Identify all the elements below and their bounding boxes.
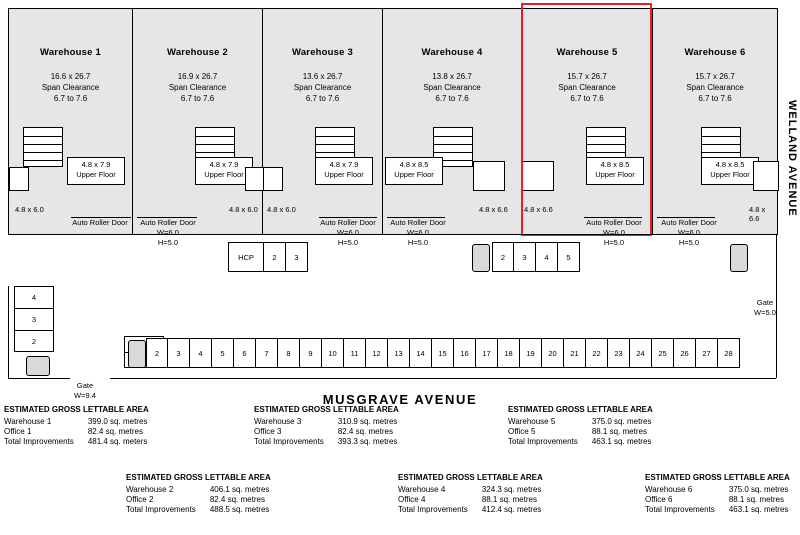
warehouse-bay-4[interactable]: [383, 9, 522, 247]
warehouse-2-span: 16.9 x 26.7: [177, 72, 218, 81]
legend-3-total-label: Total Improvements: [254, 437, 324, 446]
legend-1-row-value: 82.4 sq. metres: [87, 427, 143, 436]
parked-car-icon: [472, 244, 490, 272]
warehouse-6-upper-label: Upper Floor: [710, 170, 750, 179]
legend-1-row-label: Office 1: [4, 427, 32, 436]
warehouse-4-door-h: H=5.0: [407, 237, 429, 247]
legend-4-row-value: 88.1 sq. metres: [481, 495, 537, 504]
legend-6-row-value: 88.1 sq. metres: [728, 495, 784, 504]
parking-bay[interactable]: 3: [514, 242, 536, 272]
left-bay-stack: [14, 286, 54, 352]
warehouse-1-span-label: Span Clearance: [41, 83, 100, 92]
parking-bay[interactable]: 27: [696, 338, 718, 368]
legend-3-row-label: Office 3: [254, 427, 282, 436]
warehouse-4-upper-label: Upper Floor: [394, 170, 434, 179]
parking-bay[interactable]: 23: [608, 338, 630, 368]
legend-4-row-label: Office 4: [398, 495, 426, 504]
legend-5-row-value: 375.0 sq. metres: [591, 417, 652, 426]
warehouse-2-door-h: H=5.0: [157, 237, 179, 247]
warehouse-2-upper-label: Upper Floor: [204, 170, 244, 179]
site-front-boundary: [110, 378, 776, 379]
legend-6-row-label: Office 6: [645, 495, 673, 504]
warehouse-2-entry-hatch: [245, 167, 265, 191]
warehouse-1-clearance: 6.7 to 7.6: [53, 94, 88, 103]
legend-4-total-value: 412.4 sq. metres: [481, 505, 542, 514]
legend-2-header: ESTIMATED GROSS LETTABLE AREA: [126, 473, 271, 482]
legend-2-row-value: 82.4 sq. metres: [209, 495, 265, 504]
parking-bay[interactable]: 7: [256, 338, 278, 368]
warehouse-4-door-size: [383, 228, 453, 247]
legend-5-row-value: 88.1 sq. metres: [591, 427, 647, 436]
warehouse-1-title: Warehouse 1: [40, 47, 101, 58]
parking-bay[interactable]: 3: [14, 308, 54, 330]
warehouse-2-span-label: Span Clearance: [168, 83, 227, 92]
legend-5-total-value: 463.1 sq. metres: [591, 437, 652, 446]
warehouse-1-entry-hatch: [9, 167, 29, 191]
warehouse-2-door: [133, 218, 203, 228]
right-boundary-edge: [776, 234, 777, 378]
main-parking-row: [146, 338, 740, 368]
warehouse-5-clearance: 6.7 to 7.6: [570, 94, 604, 103]
warehouse-5-door-label: Auto Roller Door: [586, 218, 642, 227]
parking-bay[interactable]: 3: [168, 338, 190, 368]
warehouse-6-title: Warehouse 6: [684, 47, 746, 58]
warehouse-4-span: 13.8 x 26.7: [432, 72, 472, 81]
parking-bay[interactable]: 5: [212, 338, 234, 368]
parking-bay[interactable]: 4: [190, 338, 212, 368]
left-boundary-edge: [8, 286, 9, 378]
driveway-line-upper: [8, 234, 776, 235]
warehouse-6-door-w: W=6.0: [678, 228, 700, 237]
warehouse-2-spec: [133, 71, 262, 104]
parking-bay[interactable]: 4: [536, 242, 558, 272]
warehouse-3-door-w: W=6.0: [337, 228, 359, 237]
warehouse-1-upper-label: Upper Floor: [76, 170, 116, 179]
parking-bay[interactable]: 19: [520, 338, 542, 368]
warehouse-6-span-label: Span Clearance: [686, 83, 744, 92]
parking-bay[interactable]: 15: [432, 338, 454, 368]
parking-bay[interactable]: 26: [674, 338, 696, 368]
warehouse-4-door-label: Auto Roller Door: [390, 218, 446, 227]
warehouse-1-upper-dim: 4.8 x 7.9: [81, 160, 111, 169]
legend-5-row-label: Office 5: [508, 427, 536, 436]
warehouse-6-side-dim: 4.8 x 6.6: [749, 205, 766, 223]
parking-bay[interactable]: 14: [410, 338, 432, 368]
warehouse-bay-3[interactable]: [263, 9, 383, 247]
warehouse-bay-2[interactable]: [133, 9, 263, 247]
legend-2-total-label: Total Improvements: [126, 505, 196, 514]
warehouse-3-title: Warehouse 3: [292, 47, 353, 58]
parking-bay[interactable]: 25: [652, 338, 674, 368]
parking-bay[interactable]: 4: [14, 286, 54, 308]
legend-2-row-label: Warehouse 2: [126, 485, 174, 494]
warehouse-3-span-label: Span Clearance: [293, 83, 352, 92]
warehouse-2-door-label: Auto Roller Door: [140, 218, 196, 227]
musgrave-avenue-label: MUSGRAVE AVENUE: [322, 392, 478, 407]
warehouse-3-upper-floor: [315, 157, 373, 185]
parking-bay[interactable]: 16: [454, 338, 476, 368]
warehouse-4-spec: [383, 71, 521, 104]
parking-bay[interactable]: 10: [322, 338, 344, 368]
warehouse-5-door-w: W=6.0: [603, 228, 625, 237]
legend-3-header: ESTIMATED GROSS LETTABLE AREA: [254, 405, 399, 414]
legend-warehouse-2: [126, 473, 271, 515]
legend-5-total-label: Total Improvements: [508, 437, 578, 446]
warehouse-1-upper-floor: [67, 157, 125, 185]
warehouse-2-door-size: [133, 228, 203, 247]
gate-right-width: W=5.0: [754, 307, 776, 317]
warehouse-4-door-w: W=6.0: [407, 228, 429, 237]
parking-bay[interactable]: 20: [542, 338, 564, 368]
warehouse-3-door: [313, 218, 383, 228]
warehouse-6-door-size: [653, 228, 725, 247]
parking-bay[interactable]: 6: [234, 338, 256, 368]
parking-bay[interactable]: 2: [14, 330, 54, 352]
warehouse-5-span-label: Span Clearance: [558, 83, 616, 92]
warehouse-4-clearance: 6.7 to 7.6: [435, 94, 469, 103]
warehouse-4-door: [383, 218, 453, 228]
gate-right-label: Gate: [756, 298, 774, 307]
legend-1-total-label: Total Improvements: [4, 437, 74, 446]
warehouse-3-spec: [263, 71, 382, 104]
legend-2-row-label: Office 2: [126, 495, 154, 504]
warehouse-5-span: 15.7 x 26.7: [567, 72, 607, 81]
legend-3-row-value: 310.9 sq. metres: [337, 417, 398, 426]
warehouse-5-upper-label: Upper Floor: [595, 170, 635, 179]
parking-bay[interactable]: 5: [558, 242, 580, 272]
warehouse-6-upper-floor: [701, 157, 759, 185]
parked-car-icon: [128, 340, 146, 368]
warehouse-5-highlight-box: [521, 3, 652, 236]
warehouse-3-door-h: H=5.0: [337, 237, 359, 247]
legend-3-row-label: Warehouse 3: [254, 417, 302, 426]
parking-bay[interactable]: 11: [344, 338, 366, 368]
warehouse-3-door-label: Auto Roller Door: [320, 218, 376, 227]
warehouse-6-span: 15.7 x 26.7: [695, 72, 735, 81]
parking-bay[interactable]: 21: [564, 338, 586, 368]
legend-4-row-label: Warehouse 4: [398, 485, 446, 494]
legend-warehouse-5: [508, 405, 653, 447]
legend-warehouse-1: [4, 405, 149, 447]
legend-5-header: ESTIMATED GROSS LETTABLE AREA: [508, 405, 653, 414]
warehouse-4-side-dim: 4.8 x 6.6: [479, 205, 508, 214]
legend-1-total-value: 481.4 sq. meters: [87, 437, 148, 446]
parking-bay[interactable]: 18: [498, 338, 520, 368]
parking-bay[interactable]: 2: [146, 338, 168, 368]
legend-1-header: ESTIMATED GROSS LETTABLE AREA: [4, 405, 149, 414]
parked-car-icon: [730, 244, 748, 272]
legend-2-row-value: 406.1 sq. metres: [209, 485, 270, 494]
legend-4-total-label: Total Improvements: [398, 505, 468, 514]
legend-6-total-value: 463.1 sq. metres: [728, 505, 789, 514]
warehouse-5-title: Warehouse 5: [556, 47, 618, 58]
warehouse-bay-1[interactable]: [9, 9, 133, 234]
legend-6-row-label: Warehouse 6: [645, 485, 693, 494]
warehouse-1-door-label: Auto Roller Door: [72, 218, 128, 227]
warehouse-bay-6[interactable]: [653, 9, 777, 247]
parked-car-icon: [26, 356, 50, 376]
warehouse-3-entry-hatch: [263, 167, 283, 191]
parking-bay[interactable]: 2: [264, 242, 286, 272]
warehouse-6-door-h: H=5.0: [678, 237, 700, 247]
legend-4-header: ESTIMATED GROSS LETTABLE AREA: [398, 473, 543, 482]
gate-left-width: W=9.4: [74, 390, 96, 400]
legend-6-total-label: Total Improvements: [645, 505, 715, 514]
warehouse-1-side-dim: 4.8 x 6.0: [15, 205, 44, 214]
hcp-bay[interactable]: HCP: [228, 242, 264, 272]
gate-left-label: Gate: [76, 381, 94, 390]
warehouse-6-clearance: 6.7 to 7.6: [698, 94, 732, 103]
parking-bay[interactable]: 28: [718, 338, 740, 368]
warehouse-2-clearance: 6.7 to 7.6: [180, 94, 215, 103]
warehouse-1-spec: [9, 71, 132, 104]
legend-2-total-value: 488.5 sq. metres: [209, 505, 270, 514]
warehouse-4-upper-floor: [385, 157, 443, 185]
parking-bay[interactable]: 17: [476, 338, 498, 368]
legend-warehouse-6: [645, 473, 790, 515]
warehouse-1-span: 16.6 x 26.7: [50, 72, 91, 81]
welland-avenue-label: WELLAND AVENUE: [786, 100, 798, 217]
warehouse-6-door-label: Auto Roller Door: [661, 218, 717, 227]
legend-6-row-value: 375.0 sq. metres: [728, 485, 789, 494]
parking-bay[interactable]: 24: [630, 338, 652, 368]
gate-right: [742, 298, 788, 317]
hcp-bay-row: [228, 242, 308, 272]
warehouse-3-side-dim: 4.8 x 6.0: [267, 205, 296, 214]
legend-5-row-label: Warehouse 5: [508, 417, 556, 426]
legend-1-row-value: 399.0 sq. metres: [87, 417, 148, 426]
legend-6-header: ESTIMATED GROSS LETTABLE AREA: [645, 473, 790, 482]
warehouse-5-side-dim: 4.8 x 6.6: [524, 205, 553, 214]
warehouse-4-entry-hatch: [473, 161, 505, 191]
parking-bay[interactable]: 9: [300, 338, 322, 368]
warehouse-3-upper-label: Upper Floor: [324, 170, 364, 179]
legend-1-row-label: Warehouse 1: [4, 417, 52, 426]
bay-row-warehouse-5: [492, 242, 580, 272]
parking-bay[interactable]: 2: [492, 242, 514, 272]
warehouse-3-upper-dim: 4.8 x 7.9: [329, 160, 359, 169]
warehouse-2-upper-dim: 4.8 x 7.9: [209, 160, 239, 169]
warehouse-3-door-size: [313, 228, 383, 247]
warehouse-3-clearance: 6.7 to 7.6: [305, 94, 340, 103]
warehouse-4-span-label: Span Clearance: [423, 83, 481, 92]
warehouse-1-door: [67, 218, 133, 228]
warehouse-4-upper-dim: 4.8 x 8.5: [399, 160, 429, 169]
warehouse-4-title: Warehouse 4: [421, 47, 483, 58]
warehouse-3-span: 13.6 x 26.7: [302, 72, 343, 81]
warehouse-5-upper-dim: 4.8 x 8.5: [600, 160, 630, 169]
warehouse-2-side-dim: 4.8 x 6.0: [229, 205, 258, 214]
parking-bay[interactable]: 3: [286, 242, 308, 272]
parking-bay[interactable]: 12: [366, 338, 388, 368]
warehouse-band: [8, 8, 778, 247]
parking-bay[interactable]: 13: [388, 338, 410, 368]
warehouse-6-door: [653, 218, 725, 228]
parking-bay[interactable]: 8: [278, 338, 300, 368]
warehouse-5-door-h: H=5.0: [603, 237, 625, 247]
left-boundary-line: [8, 378, 70, 379]
legend-warehouse-3: [254, 405, 399, 447]
parking-bay[interactable]: 22: [586, 338, 608, 368]
warehouse-6-spec: [653, 71, 777, 104]
warehouse-2-title: Warehouse 2: [167, 47, 228, 58]
legend-warehouse-4: [398, 473, 543, 515]
legend-3-row-value: 82.4 sq. metres: [337, 427, 393, 436]
legend-4-row-value: 324.3 sq. metres: [481, 485, 542, 494]
legend-3-total-value: 393.3 sq. metres: [337, 437, 398, 446]
warehouse-2-door-w: W=6.0: [157, 228, 179, 237]
warehouse-6-upper-dim: 4.8 x 8.5: [715, 160, 745, 169]
warehouse-1-stair: [23, 127, 63, 167]
